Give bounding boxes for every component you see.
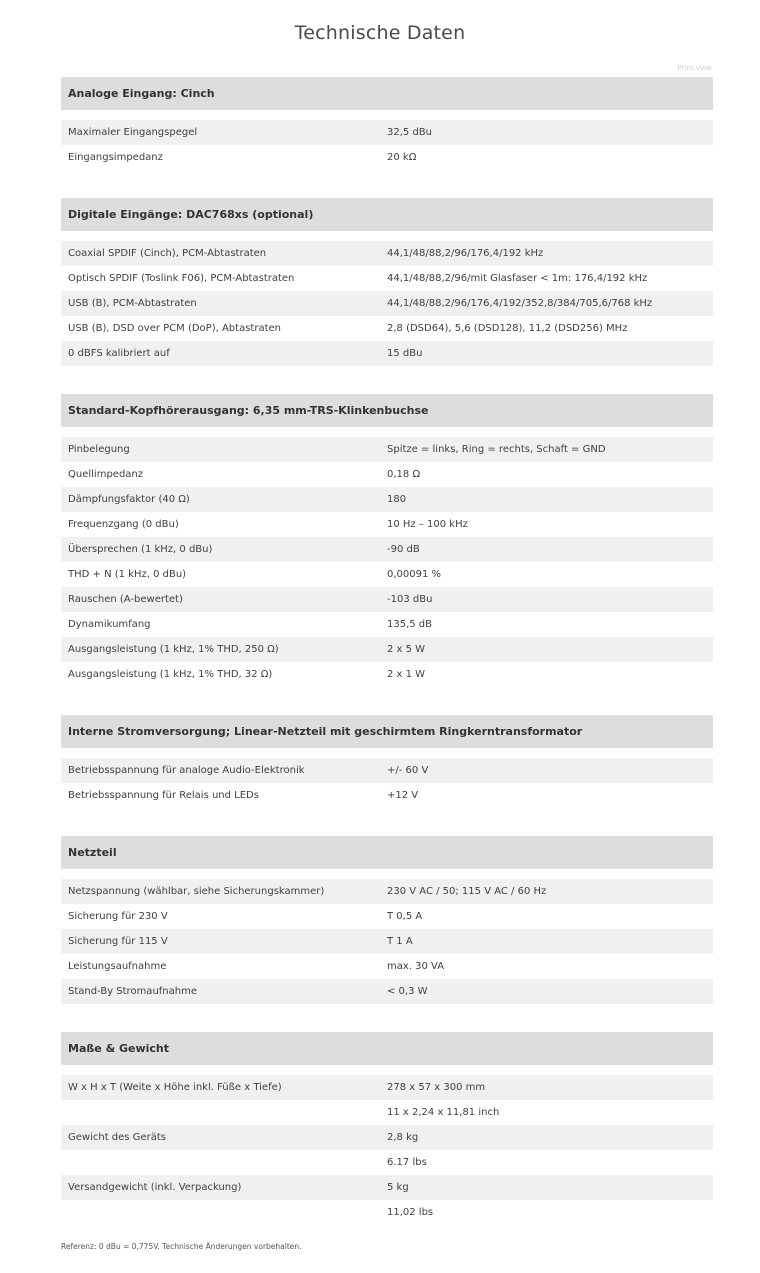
spec-sections — [61, 77, 713, 1253]
spec-row — [61, 291, 713, 316]
section-header: Analoge Eingang: Cinch — [61, 77, 713, 110]
spec-row — [61, 120, 713, 145]
spec-value: max. 30 VA — [387, 961, 445, 972]
spec-row — [61, 979, 713, 1004]
spec-label: Pinbelegung — [68, 444, 130, 455]
spec-value: 2,8 kg — [387, 1132, 419, 1143]
spec-value: -103 dBu — [387, 594, 433, 605]
spec-section — [61, 1032, 713, 1225]
spec-label: USB (B), PCM-Abtastraten — [68, 298, 197, 309]
spec-label: Sicherung für 230 V — [68, 911, 168, 922]
spec-label: Leistungsaufnahme — [68, 961, 167, 972]
section-header: Netzteil — [61, 836, 713, 869]
spec-value: 32,5 dBu — [387, 127, 432, 138]
section-header: Maße & Gewicht — [61, 1032, 713, 1065]
spec-row — [61, 487, 713, 512]
spec-row — [61, 1075, 713, 1100]
spec-label: Betriebsspannung für analoge Audio-Elektronik — [68, 765, 305, 776]
spec-value: 0,00091 % — [387, 569, 442, 580]
spec-value: 2 x 1 W — [387, 669, 426, 680]
spec-value: 180 — [387, 494, 407, 505]
spec-section — [61, 836, 713, 1004]
spec-label: Gewicht des Geräts — [68, 1132, 166, 1143]
spec-label: Dynamikumfang — [68, 619, 151, 630]
spec-label: Maximaler Eingangspegel — [68, 127, 198, 138]
section-header: Standard-Kopfhörerausgang: 6,35 mm-TRS-Klinkenbuchse — [61, 394, 713, 427]
spec-row — [61, 929, 713, 954]
spec-value: 135,5 dB — [387, 619, 433, 630]
spec-value: 11 x 2,24 x 11,81 inch — [387, 1107, 500, 1118]
spec-value: 0,18 Ω — [387, 469, 421, 480]
spec-label: Eingangsimpedanz — [68, 152, 163, 163]
spec-label: 0 dBFS kalibriert auf — [68, 348, 170, 359]
spec-row — [61, 316, 713, 341]
spec-row — [61, 637, 713, 662]
spec-row — [61, 145, 713, 170]
spec-label — [61, 1200, 380, 1225]
spec-row — [61, 1125, 713, 1150]
spec-row — [61, 537, 713, 562]
spec-table — [61, 879, 713, 1004]
footnote: Referenz: 0 dBu = 0,775V. Technische Änderungen vorbehalten. — [61, 1242, 302, 1251]
section-header: Digitale Eingänge: DAC768xs (optional) — [61, 198, 713, 231]
spec-label: Betriebsspannung für Relais und LEDs — [68, 790, 259, 801]
spec-row — [61, 341, 713, 366]
spec-label: Ausgangsleistung (1 kHz, 1% THD, 32 Ω) — [68, 669, 273, 680]
spec-row — [61, 241, 713, 266]
spec-row — [61, 562, 713, 587]
spec-label: Netzspannung (wählbar, siehe Sicherungskammer) — [68, 886, 325, 897]
spec-row — [61, 437, 713, 462]
spec-value: 230 V AC / 50; 115 V AC / 60 Hz — [387, 886, 547, 897]
spec-value: +/- 60 V — [387, 765, 429, 776]
spec-value: 44,1/48/88,2/96/176,4/192 kHz — [387, 248, 544, 259]
spec-row — [61, 879, 713, 904]
spec-value: 6.17 lbs — [387, 1157, 427, 1168]
spec-value: < 0,3 W — [387, 986, 428, 997]
spec-value: 15 dBu — [387, 348, 423, 359]
spec-label: Quellimpedanz — [68, 469, 143, 480]
spec-row — [61, 954, 713, 979]
spec-value: +12 V — [387, 790, 419, 801]
spec-label: Coaxial SPDIF (Cinch), PCM-Abtastraten — [68, 248, 267, 259]
spec-value: 278 x 57 x 300 mm — [387, 1082, 486, 1093]
spec-label: Übersprechen (1 kHz, 0 dBu) — [68, 544, 213, 555]
spec-label: Frequenzgang (0 dBu) — [68, 519, 179, 530]
spec-section — [61, 198, 713, 366]
print-view-link[interactable]: Print view — [677, 64, 712, 72]
spec-label: W x H x T (Weite x Höhe inkl. Füße x Tiefe) — [68, 1082, 282, 1093]
spec-row — [61, 462, 713, 487]
spec-row — [61, 1175, 713, 1200]
spec-row — [61, 758, 713, 783]
spec-row — [61, 1200, 713, 1225]
spec-section — [61, 394, 713, 687]
spec-table — [61, 758, 713, 808]
spec-row — [61, 783, 713, 808]
spec-label: THD + N (1 kHz, 0 dBu) — [68, 569, 187, 580]
spec-row — [61, 587, 713, 612]
spec-row — [61, 612, 713, 637]
spec-label: Optisch SPDIF (Toslink F06), PCM-Abtastraten — [68, 273, 295, 284]
spec-label — [61, 1150, 380, 1175]
spec-value: 20 kΩ — [387, 152, 417, 163]
spec-value: 10 Hz – 100 kHz — [387, 519, 468, 530]
spec-row — [61, 1100, 713, 1125]
spec-value: Spitze = links, Ring = rechts, Schaft = GND — [387, 444, 606, 455]
spec-row — [61, 266, 713, 291]
spec-row — [61, 512, 713, 537]
spec-table — [61, 241, 713, 366]
spec-value: T 1 A — [387, 936, 413, 947]
spec-label: USB (B), DSD over PCM (DoP), Abtastraten — [68, 323, 281, 334]
spec-row — [61, 1150, 713, 1175]
spec-row — [61, 662, 713, 687]
spec-value: -90 dB — [387, 544, 420, 555]
spec-label: Ausgangsleistung (1 kHz, 1% THD, 250 Ω) — [68, 644, 279, 655]
spec-label: Versandgewicht (inkl. Verpackung) — [68, 1182, 242, 1193]
page-title: Technische Daten — [294, 22, 466, 44]
spec-label: Rauschen (A-bewertet) — [68, 594, 183, 605]
spec-row — [61, 904, 713, 929]
section-header: Interne Stromversorgung; Linear-Netzteil mit geschirmtem Ringkerntransformator — [61, 715, 713, 748]
spec-value: 2,8 (DSD64), 5,6 (DSD128), 11,2 (DSD256) MHz — [387, 323, 628, 334]
spec-table — [61, 1075, 713, 1225]
spec-value: 44,1/48/88,2/96/mit Glasfaser < 1m: 176,4/192 kHz — [387, 273, 648, 284]
spec-value: 5 kg — [387, 1182, 409, 1193]
spec-value: 2 x 5 W — [387, 644, 426, 655]
spec-value: 44,1/48/88,2/96/176,4/192/352,8/384/705,6/768 kHz — [387, 298, 653, 309]
spec-label: Sicherung für 115 V — [68, 936, 168, 947]
spec-value: T 0,5 A — [387, 911, 423, 922]
spec-label: Stand-By Stromaufnahme — [68, 986, 197, 997]
spec-section — [61, 715, 713, 808]
spec-table — [61, 437, 713, 687]
spec-table — [61, 120, 713, 170]
spec-label — [61, 1100, 380, 1125]
spec-label: Dämpfungsfaktor (40 Ω) — [68, 494, 190, 505]
spec-section — [61, 77, 713, 170]
spec-value: 11,02 lbs — [387, 1207, 434, 1218]
